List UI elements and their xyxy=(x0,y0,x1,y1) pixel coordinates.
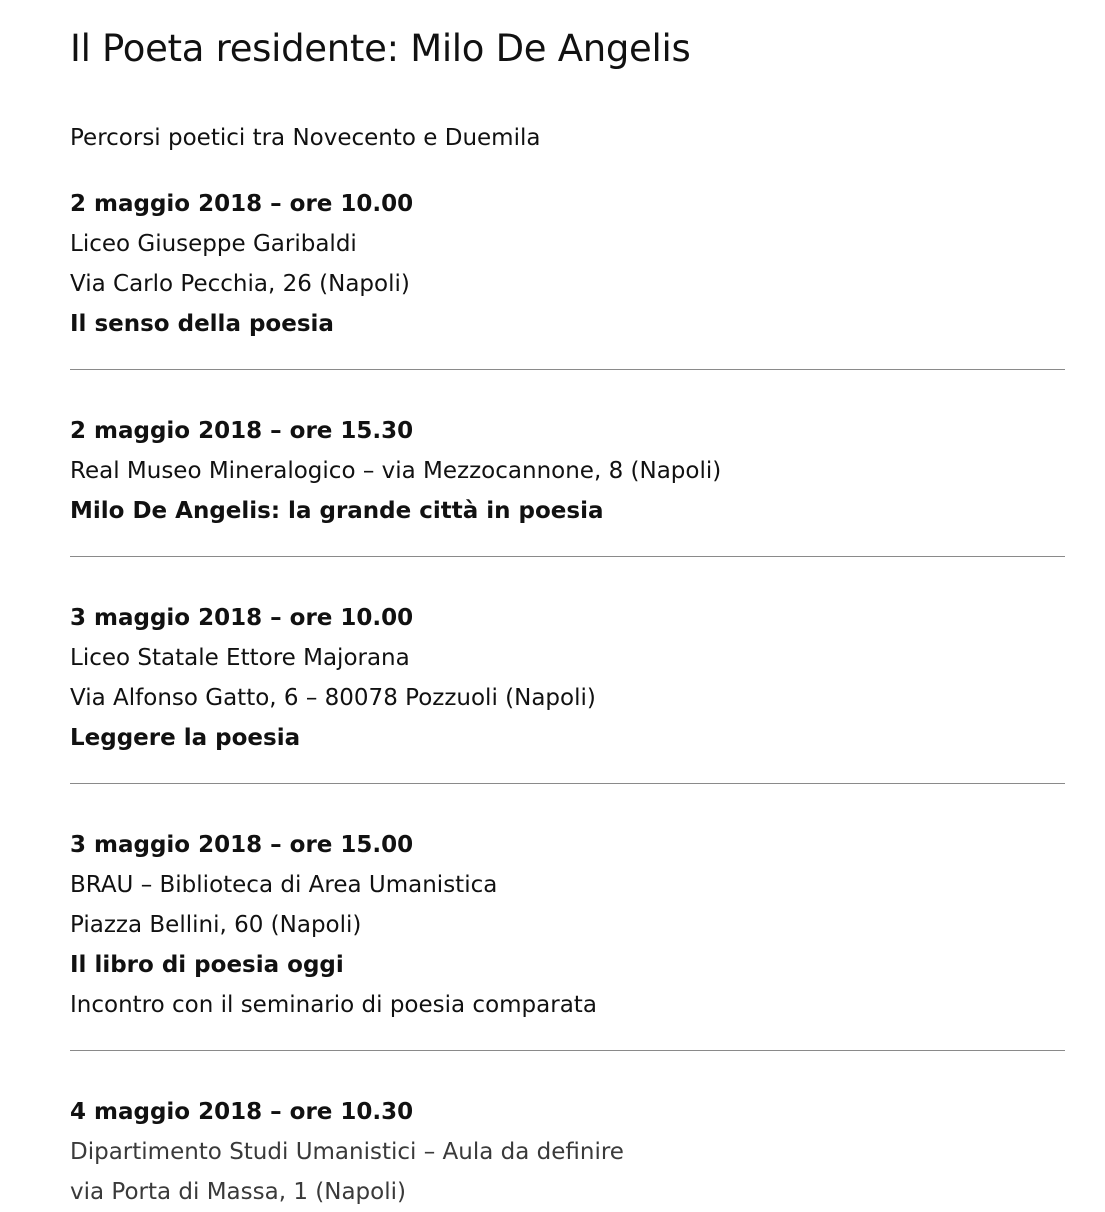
event-venue: Dipartimento Studi Umanistici – Aula da definire xyxy=(70,1139,624,1165)
event-item xyxy=(70,184,1065,344)
event-divider xyxy=(70,556,1065,557)
event-venue: Liceo Giuseppe Garibaldi xyxy=(70,231,357,257)
event-item xyxy=(70,825,1065,1025)
event-topic: Il libro di poesia oggi xyxy=(70,952,344,978)
event-venue: Liceo Statale Ettore Majorana xyxy=(70,645,410,671)
event-note: Incontro con il seminario di poesia comparata xyxy=(70,992,597,1018)
event-item xyxy=(70,598,1065,758)
event-address: Piazza Bellini, 60 (Napoli) xyxy=(70,912,362,938)
event-divider xyxy=(70,783,1065,784)
event-topic: Leggere la poesia xyxy=(70,725,301,751)
event-topic: Il senso della poesia xyxy=(70,311,334,337)
event-divider xyxy=(70,1050,1065,1051)
event-datetime: 2 maggio 2018 – ore 10.00 xyxy=(70,191,414,217)
event-topic: Milo De Angelis: la grande città in poesia xyxy=(70,498,604,524)
event-divider xyxy=(70,369,1065,370)
event-address: via Porta di Massa, 1 (Napoli) xyxy=(70,1179,406,1205)
event-venue: Real Museo Mineralogico – via Mezzocannone, 8 (Napoli) xyxy=(70,458,722,484)
event-address: Via Carlo Pecchia, 26 (Napoli) xyxy=(70,271,410,297)
event-datetime: 2 maggio 2018 – ore 15.30 xyxy=(70,418,414,444)
event-item xyxy=(70,411,1065,531)
event-datetime: 3 maggio 2018 – ore 15.00 xyxy=(70,832,414,858)
event-venue: BRAU – Biblioteca di Area Umanistica xyxy=(70,872,498,898)
event-datetime: 3 maggio 2018 – ore 10.00 xyxy=(70,605,414,631)
event-address: Via Alfonso Gatto, 6 – 80078 Pozzuoli (Napoli) xyxy=(70,685,596,711)
page-title: Il Poeta residente: Milo De Angelis xyxy=(70,27,691,70)
event-item xyxy=(70,1092,1065,1212)
page-subtitle: Percorsi poetici tra Novecento e Duemila xyxy=(70,125,541,151)
event-datetime: 4 maggio 2018 – ore 10.30 xyxy=(70,1099,414,1125)
